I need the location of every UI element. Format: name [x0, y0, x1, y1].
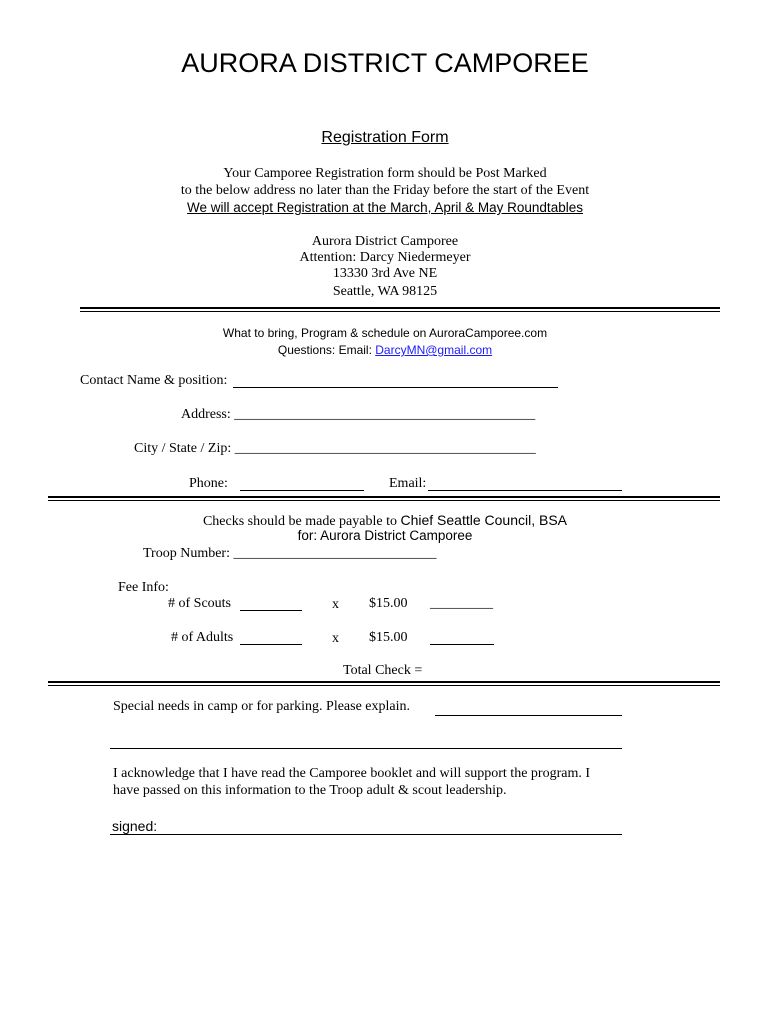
fee-price: $15.00 [369, 596, 408, 611]
questions-line [0, 343, 770, 357]
email-field[interactable] [428, 490, 622, 491]
fee-row-label: # of Scouts [168, 596, 231, 611]
signed-label: signed: [112, 818, 158, 834]
adults-total-field[interactable] [430, 644, 494, 645]
address-line: Attention: Darcy Niedermeyer [299, 250, 471, 265]
checks-for-line: for: Aurora District Camporee [297, 528, 473, 543]
instructions-line-1: Your Camporee Registration form should be Post Marked [223, 166, 547, 181]
times-sign: x [332, 631, 339, 646]
special-needs-field[interactable] [435, 715, 622, 716]
fee-price: $15.00 [369, 630, 408, 645]
checks-payee: Chief Seattle Council, BSA [400, 512, 568, 528]
accept-note: We will accept Registration at the March, April & May Roundtables [187, 200, 583, 215]
adults-count-field[interactable] [240, 644, 302, 645]
scouts-count-field[interactable] [240, 610, 302, 611]
page-title: AURORA DISTRICT CAMPOREE [181, 48, 589, 78]
section-divider [80, 307, 720, 312]
section-divider [48, 681, 720, 686]
email-label: Email: [389, 476, 427, 491]
signature-field[interactable] [110, 834, 622, 835]
total-check-label: Total Check = [343, 663, 423, 678]
times-sign: x [332, 597, 339, 612]
special-needs-label: Special needs in camp or for parking. Please explain. [113, 699, 411, 714]
phone-label: Phone: [189, 476, 228, 491]
form-subtitle: Registration Form [321, 129, 449, 146]
phone-field[interactable] [240, 490, 364, 491]
email-link[interactable]: DarcyMN@gmail.com [375, 343, 493, 357]
acknowledge-line-2: have passed on this information to the Troop adult & scout leadership. [113, 783, 507, 798]
scouts-total-field[interactable]: _________ [430, 596, 493, 611]
city-state-zip-field[interactable]: City / State / Zip: ___________________________________________ [134, 441, 536, 456]
special-needs-field-line-2[interactable] [110, 748, 622, 749]
fee-info-heading: Fee Info: [118, 580, 169, 595]
what-to-bring: What to bring, Program & schedule on AuroraCamporee.com [222, 326, 548, 340]
section-divider [48, 496, 720, 501]
address-field[interactable]: Address: ___________________________________________ [181, 407, 536, 422]
instructions-line-2: to the below address no later than the Friday before the start of the Event [180, 183, 590, 198]
fee-row-label: # of Adults [171, 630, 234, 645]
address-line: Aurora District Camporee [311, 234, 459, 249]
acknowledge-line-1: I acknowledge that I have read the Camporee booklet and will support the program. I [113, 766, 591, 781]
address-line: Seattle, WA 98125 [332, 284, 438, 299]
questions-label: Questions: Email: [277, 343, 376, 357]
troop-number-field[interactable]: Troop Number: _____________________________ [143, 546, 437, 561]
checks-prefix: Checks should be made payable to [202, 514, 401, 529]
address-line: 13330 3rd Ave NE [332, 266, 438, 281]
contact-name-field[interactable] [233, 387, 558, 388]
contact-name-label: Contact Name & position: [80, 373, 228, 388]
